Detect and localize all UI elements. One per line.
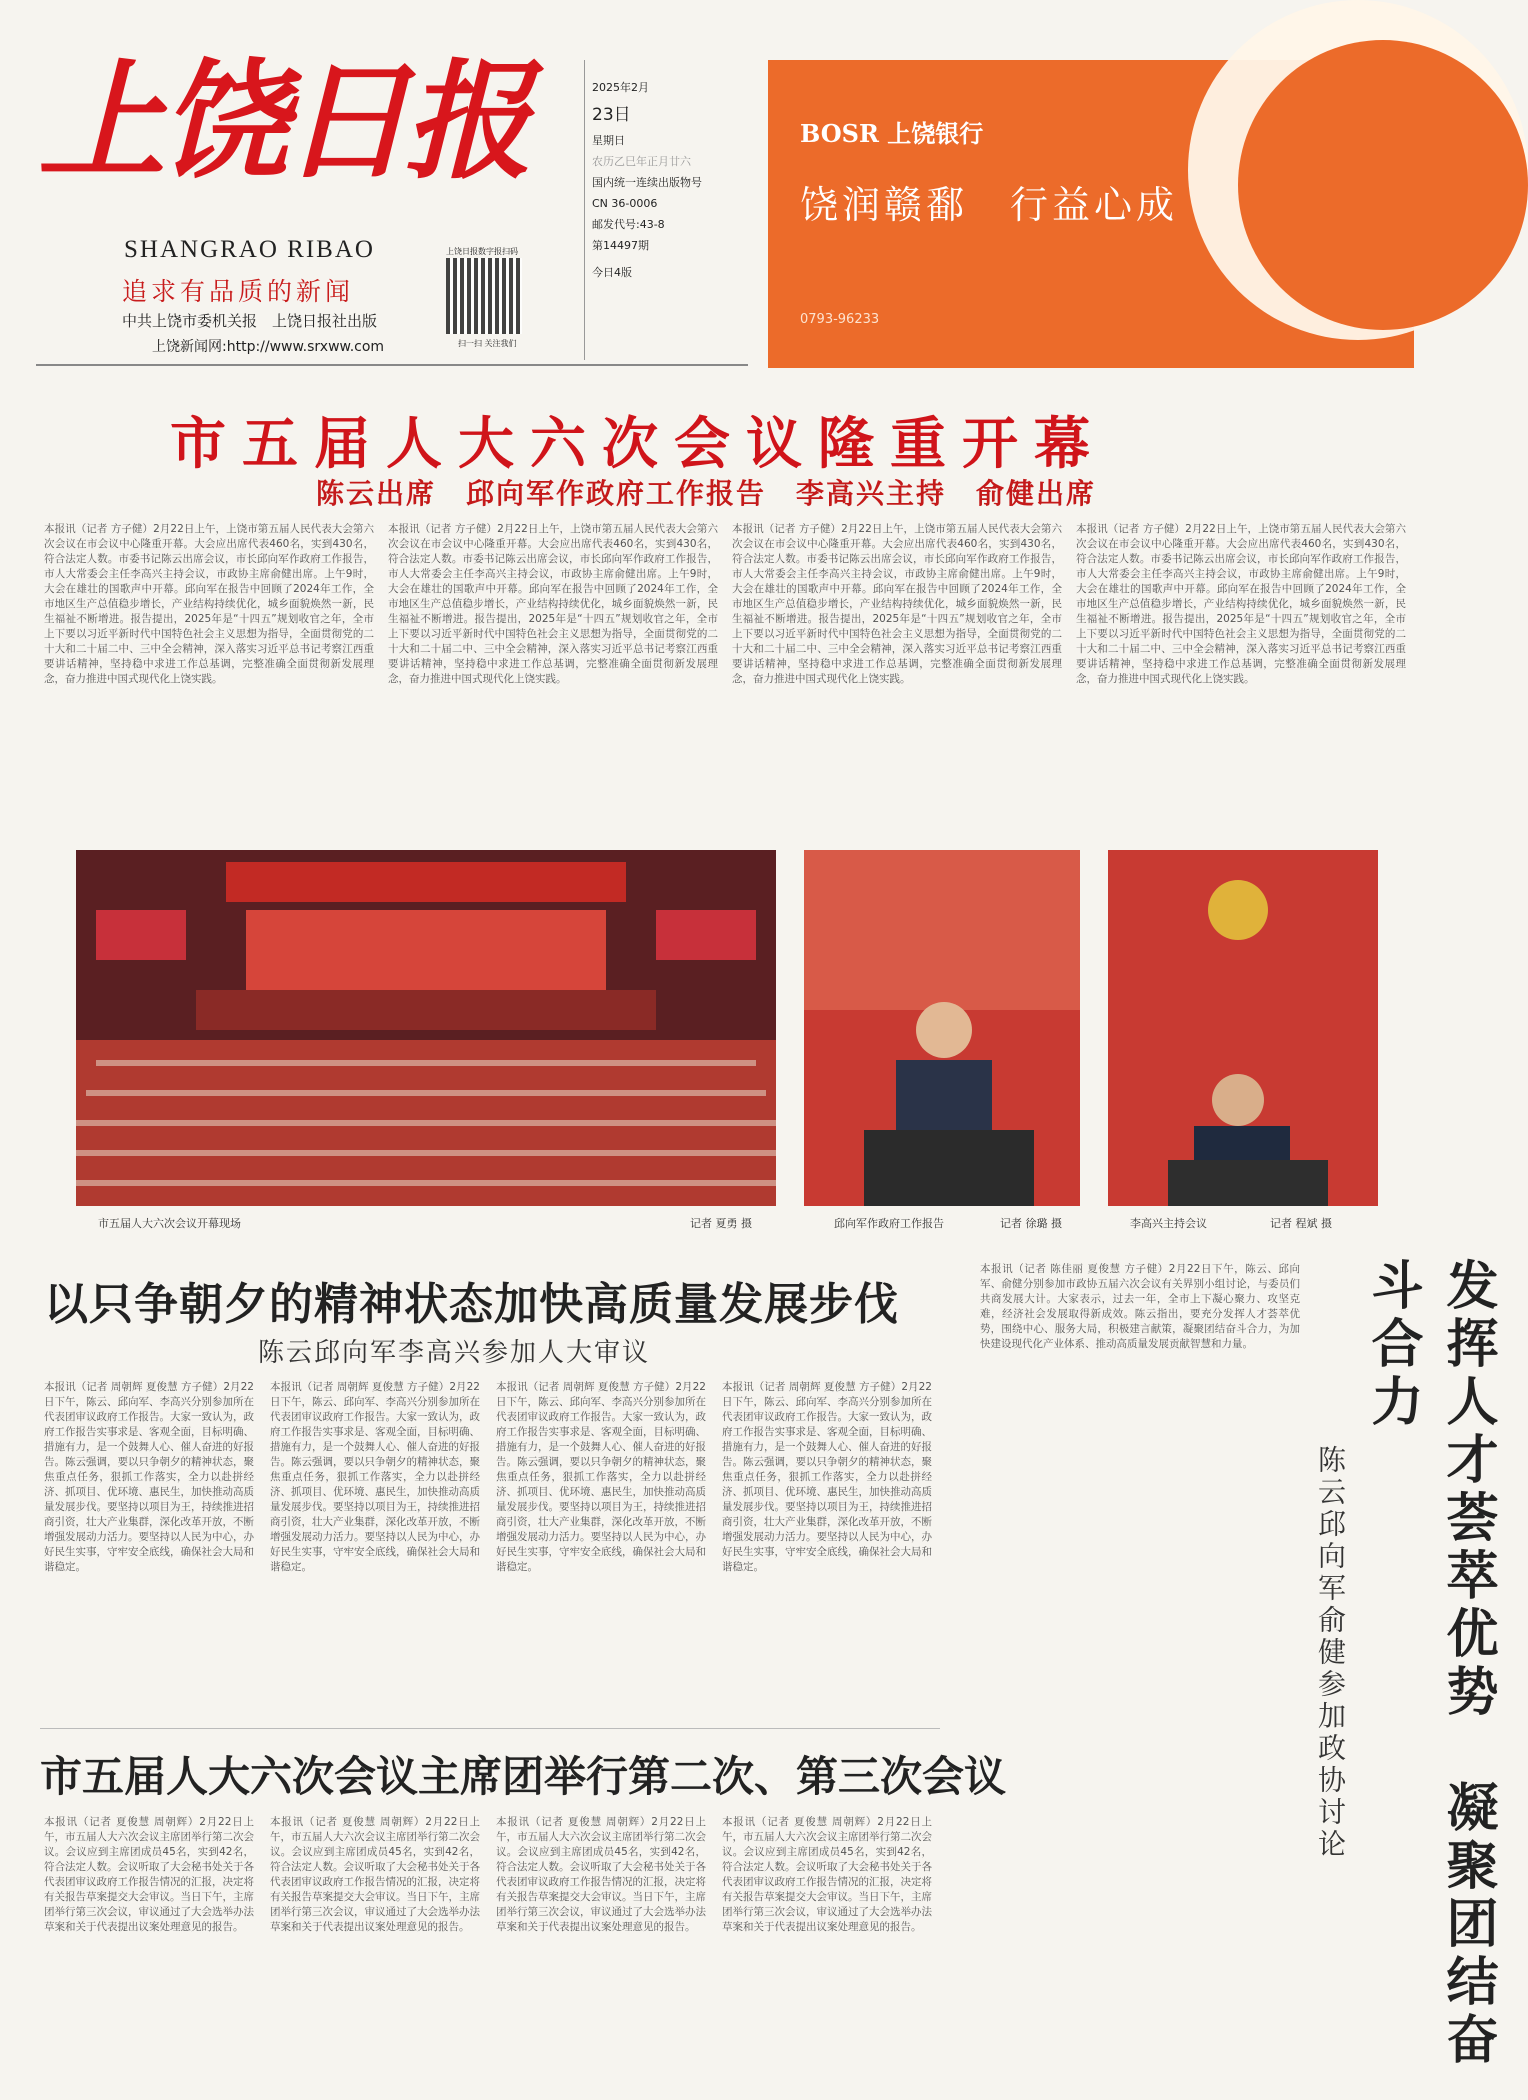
conference-hall-illustration (76, 850, 776, 1206)
qr-caption: 上饶日报数字报扫码 (446, 247, 518, 256)
photo-caption-3: 李高兴主持会议 (1130, 1217, 1207, 1230)
speaker-photo-2 (1108, 850, 1378, 1206)
speaker-1-illustration (804, 850, 1080, 1206)
photo-credit-1: 记者 夏勇 摄 (690, 1217, 752, 1230)
story3-column-3: 本报讯（记者 夏俊慧 周朝辉）2月22日上午，市五届人大六次会议主席团举行第二次会议。会议应到主席团成员45名，实到42名，符合法定人数。会议听取了大会秘书处关于各代表团审议政府工作报告情况的汇报，决定将有关报告草案提交大会审议。当日下午，主席团举行第三次会议，审议通过了大会选举办法草案和关于代表提出议案处理意见的报告。 (496, 1816, 706, 1933)
story4-column: 本报讯（记者 陈佳丽 夏俊慧 方子健）2月22日下午，陈云、邱向军、俞健分别参加市政协五届六次会议有关界别小组讨论，与委员们共商发展大计。大家表示，过去一年，全市上下凝心聚力、攻坚克难，经济社会发展取得新成效。陈云指出，要充分发挥人才荟萃优势，围绕中心、服务大局，积极建言献策，凝聚团结奋斗合力，为加快建设现代化产业体系、推动高质量发展贡献智慧和力量。 (980, 1263, 1300, 1350)
story3-headline[interactable]: 市五届人大六次会议主席团举行第二次、第三次会议 (40, 1752, 1007, 1801)
date-lunar: 农历乙巳年正月廿六 (592, 155, 691, 169)
story2-subhead: 陈云邱向军李高兴参加人大审议 (258, 1338, 651, 1368)
ad-slogan: 饶润赣鄱 行益心成 (800, 183, 1179, 227)
photo-credit-3: 记者 程斌 摄 (1270, 1217, 1332, 1230)
speaker-photo-1 (804, 850, 1080, 1206)
story3-column-1: 本报讯（记者 夏俊慧 周朝辉）2月22日上午，市五届人大六次会议主席团举行第二次会议。会议应到主席团成员45名，实到42名，符合法定人数。会议听取了大会秘书处关于各代表团审议政府工作报告情况的汇报，决定将有关报告草案提交大会审议。当日下午，主席团举行第三次会议，审议通过了大会选举办法草案和关于代表提出议案处理意见的报告。 (44, 1816, 254, 1933)
story2-column-3: 本报讯（记者 周朝辉 夏俊慧 方子健）2月22日下午，陈云、邱向军、李高兴分别参加所在代表团审议政府工作报告。大家一致认为，政府工作报告实事求是、客观全面，目标明确、措施有力，是一个鼓舞人心、催人奋进的好报告。陈云强调，要以只争朝夕的精神状态，聚焦重点任务，狠抓工作落实，全力以赴拼经济、抓项目、优环境、惠民生，加快推动高质量发展步伐。要坚持以项目为王，持续推进招商引资，壮大产业集群，深化改革开放，不断增强发展动力活力。要坚持以人民为中心，办好民生实事，守牢安全底线，确保社会大局和谐稳定。 (496, 1381, 706, 1573)
date-month: 2025年2月 (592, 81, 649, 94)
newspaper-pinyin: SHANGRAO RIBAO (124, 236, 375, 263)
website-link[interactable]: 上饶新闻网:http://www.srxww.com (152, 339, 385, 355)
ad-phone: 0793-96233 (800, 312, 880, 327)
section-divider (40, 1728, 940, 1729)
lead-column-3: 本报讯（记者 方子健）2月22日上午，上饶市第五届人民代表大会第六次会议在市会议中心隆重开幕。大会应出席代表460名，实到430名，符合法定人数。市委书记陈云出席会议，市长邱向军作政府工作报告，市人大常委会主任李高兴主持会议，市政协主席俞健出席。上午9时，大会在雄壮的国歌声中开幕。邱向军在报告中回顾了2024年工作，全市地区生产总值稳步增长，产业结构持续优化，城乡面貌焕然一新，民生福祉不断增进。报告提出，2025年是“十四五”规划收官之年，全市上下要以习近平新时代中国特色社会主义思想为指导，全面贯彻党的二十大和二十届二中、三中全会精神，深入落实习近平总书记考察江西重要讲话精神，坚持稳中求进工作总基调，完整准确全面贯彻新发展理念，奋力推进中国式现代化上饶实践。 (732, 523, 1062, 685)
story2-column-4: 本报讯（记者 周朝辉 夏俊慧 方子健）2月22日下午，陈云、邱向军、李高兴分别参加所在代表团审议政府工作报告。大家一致认为，政府工作报告实事求是、客观全面，目标明确、措施有力，是一个鼓舞人心、催人奋进的好报告。陈云强调，要以只争朝夕的精神状态，聚焦重点任务，狠抓工作落实，全力以赴拼经济、抓项目、优环境、惠民生，加快推动高质量发展步伐。要坚持以项目为王，持续推进招商引资，壮大产业集群，深化改革开放，不断增强发展动力活力。要坚持以人民为中心，办好民生实事，守牢安全底线，确保社会大局和谐稳定。 (722, 1381, 932, 1573)
masthead-rule (36, 364, 748, 366)
sponsor-line: 中共上饶市委机关报 上饶日报社出版 (122, 312, 378, 330)
speaker-2-illustration (1108, 850, 1378, 1206)
story2-headline[interactable]: 以只争朝夕的精神状态加快高质量发展步伐 (44, 1279, 899, 1330)
story4-headline[interactable]: 发挥人才荟萃优势 凝聚团结奋斗合力 (1362, 1258, 1497, 2070)
story3-column-2: 本报讯（记者 夏俊慧 周朝辉）2月22日上午，市五届人大六次会议主席团举行第二次会议。会议应到主席团成员45名，实到42名，符合法定人数。会议听取了大会秘书处关于各代表团审议政府工作报告情况的汇报，决定将有关报告草案提交大会审议。当日下午，主席团举行第三次会议，审议通过了大会选举办法草案和关于代表提出议案处理意见的报告。 (270, 1816, 480, 1933)
date-weekday: 星期日 (592, 134, 625, 148)
cn-number: CN 36-0006 (592, 196, 658, 210)
lead-column-2: 本报讯（记者 方子健）2月22日上午，上饶市第五届人民代表大会第六次会议在市会议中心隆重开幕。大会应出席代表460名，实到430名，符合法定人数。市委书记陈云出席会议，市长邱向军作政府工作报告，市人大常委会主任李高兴主持会议，市政协主席俞健出席。上午9时，大会在雄壮的国歌声中开幕。邱向军在报告中回顾了2024年工作，全市地区生产总值稳步增长，产业结构持续优化，城乡面貌焕然一新，民生福祉不断增进。报告提出，2025年是“十四五”规划收官之年，全市上下要以习近平新时代中国特色社会主义思想为指导，全面贯彻党的二十大和二十届二中、三中全会精神，深入落实习近平总书记考察江西重要讲话精神，坚持稳中求进工作总基调，完整准确全面贯彻新发展理念，奋力推进中国式现代化上饶实践。 (388, 523, 718, 685)
ad-decoration-inner (1238, 40, 1528, 330)
lead-headline[interactable]: 市五届人大六次会议隆重开幕 (170, 412, 1106, 477)
photo-caption-1: 市五届人大六次会议开幕现场 (98, 1217, 241, 1230)
story4-subhead: 陈云邱向军俞健参加政协讨论 (1314, 1445, 1347, 1861)
conference-hall-photo (76, 850, 776, 1206)
qr-caption-2: 扫一扫 关注我们 (458, 339, 517, 348)
ad-bank-name: BOSR 上饶银行 (800, 119, 984, 148)
lead-subhead: 陈云出席 邱向军作政府工作报告 李高兴主持 俞健出席 (316, 477, 1097, 510)
story2-column-1: 本报讯（记者 周朝辉 夏俊慧 方子健）2月22日下午，陈云、邱向军、李高兴分别参加所在代表团审议政府工作报告。大家一致认为，政府工作报告实事求是、客观全面，目标明确、措施有力，是一个鼓舞人心、催人奋进的好报告。陈云强调，要以只争朝夕的精神状态，聚焦重点任务，狠抓工作落实，全力以赴拼经济、抓项目、优环境、惠民生，加快推动高质量发展步伐。要坚持以项目为王，持续推进招商引资，壮大产业集群，深化改革开放，不断增强发展动力活力。要坚持以人民为中心，办好民生实事，守牢安全底线，确保社会大局和谐稳定。 (44, 1381, 254, 1573)
story3-column-4: 本报讯（记者 夏俊慧 周朝辉）2月22日上午，市五届人大六次会议主席团举行第二次会议。会议应到主席团成员45名，实到42名，符合法定人数。会议听取了大会秘书处关于各代表团审议政府工作报告情况的汇报，决定将有关报告草案提交大会审议。当日下午，主席团举行第三次会议，审议通过了大会选举办法草案和关于代表提出议案处理意见的报告。 (722, 1816, 932, 1933)
masthead-divider (584, 60, 585, 360)
lead-column-1: 本报讯（记者 方子健）2月22日上午，上饶市第五届人民代表大会第六次会议在市会议中心隆重开幕。大会应出席代表460名，实到430名，符合法定人数。市委书记陈云出席会议，市长邱向军作政府工作报告，市人大常委会主任李高兴主持会议，市政协主席俞健出席。上午9时，大会在雄壮的国歌声中开幕。邱向军在报告中回顾了2024年工作，全市地区生产总值稳步增长，产业结构持续优化，城乡面貌焕然一新，民生福祉不断增进。报告提出，2025年是“十四五”规划收官之年，全市上下要以习近平新时代中国特色社会主义思想为指导，全面贯彻党的二十大和二十届二中、三中全会精神，深入落实习近平总书记考察江西重要讲话精神，坚持稳中求进工作总基调，完整准确全面贯彻新发展理念，奋力推进中国式现代化上饶实践。 (44, 523, 374, 685)
issn-label: 国内统一连续出版物号 (592, 175, 702, 189)
story2-column-2: 本报讯（记者 周朝辉 夏俊慧 方子健）2月22日下午，陈云、邱向军、李高兴分别参加所在代表团审议政府工作报告。大家一致认为，政府工作报告实事求是、客观全面，目标明确、措施有力，是一个鼓舞人心、催人奋进的好报告。陈云强调，要以只争朝夕的精神状态，聚焦重点任务，狠抓工作落实，全力以赴拼经济、抓项目、优环境、惠民生，加快推动高质量发展步伐。要坚持以项目为王，持续推进招商引资，壮大产业集群，深化改革开放，不断增强发展动力活力。要坚持以人民为中心，办好民生实事，守牢安全底线，确保社会大局和谐稳定。 (270, 1381, 480, 1573)
post-code: 邮发代号:43-8 (592, 217, 665, 231)
date-day: 23日 (592, 104, 631, 125)
newspaper-slogan: 追求有品质的新闻 (122, 277, 355, 306)
qr-code-icon[interactable] (446, 258, 522, 334)
bank-advertisement[interactable] (768, 60, 1414, 368)
lead-column-4: 本报讯（记者 方子健）2月22日上午，上饶市第五届人民代表大会第六次会议在市会议中心隆重开幕。大会应出席代表460名，实到430名，符合法定人数。市委书记陈云出席会议，市长邱向军作政府工作报告，市人大常委会主任李高兴主持会议，市政协主席俞健出席。上午9时，大会在雄壮的国歌声中开幕。邱向军在报告中回顾了2024年工作，全市地区生产总值稳步增长，产业结构持续优化，城乡面貌焕然一新，民生福祉不断增进。报告提出，2025年是“十四五”规划收官之年，全市上下要以习近平新时代中国特色社会主义思想为指导，全面贯彻党的二十大和二十届二中、三中全会精神，深入落实习近平总书记考察江西重要讲话精神，坚持稳中求进工作总基调，完整准确全面贯彻新发展理念，奋力推进中国式现代化上饶实践。 (1076, 523, 1406, 685)
photo-credit-2: 记者 徐璐 摄 (1000, 1217, 1062, 1230)
page-count: 今日4版 (592, 265, 632, 279)
date-info (592, 78, 742, 283)
issue-number: 第14497期 (592, 238, 649, 252)
newspaper-logo: 上饶日报 (38, 47, 527, 197)
photo-caption-2: 邱向军作政府工作报告 (834, 1217, 944, 1230)
